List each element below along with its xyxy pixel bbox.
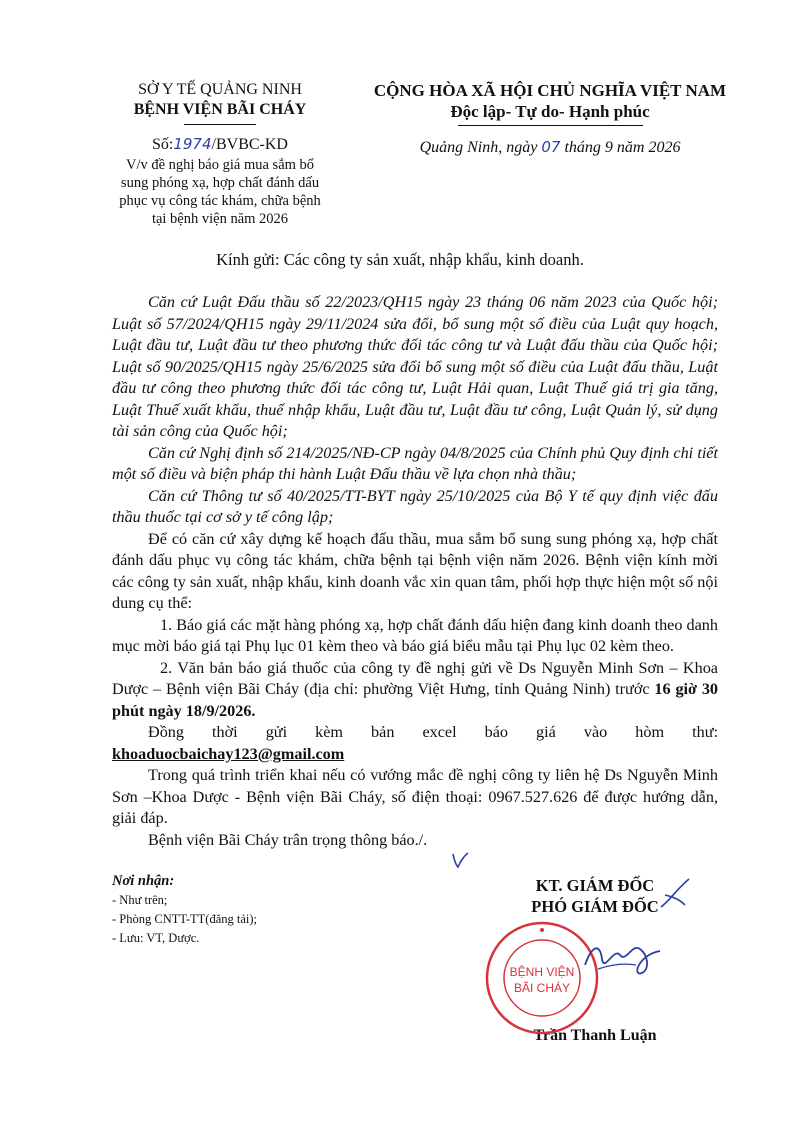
department-name: SỞ Y TẾ QUẢNG NINH [138, 81, 302, 98]
contact-paragraph: Trong quá trình triển khai nếu có vướng mắc đề nghị công ty liên hệ Ds Nguyễn Minh Sơn –Khoa Dược - Bệnh viện Bãi Cháy, số điện thoại: 0967.527.626 để được hướng dẫn, giải đáp. [112, 766, 718, 827]
request-item-1: 1. Báo giá các mặt hàng phóng xạ, hợp chất đánh dấu hiện đang kinh doanh theo danh mục mời báo giá tại Phụ lục 01 kèm theo và báo giá biểu mẫu tại Phụ lục 02 kèm theo. [112, 615, 718, 655]
legal-basis-1: Căn cứ Luật Đấu thầu số 22/2023/QH15 ngày 23 tháng 06 năm 2023 của Quốc hội; Luật số 57/2024/QH15 ngày 29/11/2024 sửa đổi, bổ sung một số điều của Luật quy hoạch, Luật đầu tư, Luật đầu tư theo phương thức đối tác công tư và Luật đấu thầu của Quốc hội; Luật số 90/2025/QH15 ngày 25/6/2025 sửa đổi bổ sung một số điều của Luật đấu thầu, Luật đầu tư công theo phương thức đối tác công tư, Luật Hải quan, Luật Thuế giá trị gia tăng, Luật Thuế xuất khẩu, thuế nhập khẩu, Luật đầu tư, Luật đầu tư công, Luật Quản lý, sử dụng tài sản công của Quốc hội; [112, 293, 718, 440]
recipient-line: Kính gửi: Các công ty sản xuất, nhập khẩu, kinh doanh. [216, 250, 584, 269]
letter-body [112, 292, 718, 851]
recipient-item: - Như trên; [112, 893, 168, 907]
national-motto: Độc lập- Tự do- Hạnh phúc [450, 102, 650, 121]
hospital-name: BỆNH VIỆN BÃI CHÁY [133, 101, 307, 118]
recipients-list [112, 872, 372, 948]
header-divider [184, 124, 256, 125]
sender-header [105, 80, 335, 228]
email-link[interactable]: khoaduocbaichay123@gmail.com [112, 744, 345, 763]
recipient-item: - Phòng CNTT-TT(đăng tải); [112, 912, 258, 926]
country-name: CỘNG HÒA XÃ HỘI CHỦ NGHĨA VIỆT NAM [373, 81, 727, 100]
stamp-text-line2: BÃI CHÁY [513, 981, 571, 995]
handwritten-signature-icon [580, 925, 670, 985]
excel-instruction: Đồng thời gửi kèm bản excel báo giá vào hòm thư: [148, 723, 718, 741]
document-subject: V/v đề nghị báo giá mua sắm bổ sung phóng xạ, hợp chất đánh dấu phục vụ công tác khám, chữa bệnh tại bệnh viện năm 2026 [119, 157, 321, 227]
document-number: Số:1974/BVBC-KD [152, 135, 288, 153]
email-line [112, 744, 718, 766]
signer-name: Trần Thanh Luận [533, 1027, 657, 1044]
stamp-text-line1: BỆNH VIỆN [509, 965, 575, 979]
issue-date: Quảng Ninh, ngày 07 tháng 9 năm 2026 [419, 138, 681, 156]
deadline: 16 giờ 30 phút ngày 18/9/2026. [112, 680, 719, 720]
national-header [340, 80, 760, 159]
intro-paragraph: Để có căn cứ xây dựng kế hoạch đấu thầu, mua sắm bổ sung sung phóng xạ, hợp chất đánh dấu phục vụ công tác khám, chữa bệnh tại bệnh viện năm 2026. Bệnh viện kính mời các công ty sản xuất, nhập khẩu, kinh doanh vắc xin quan tâm, phối hợp thực hiện một số nội dung cụ thể: [112, 529, 718, 612]
motto-divider [458, 125, 643, 126]
request-item-2: 2. Văn bản báo giá thuốc của công ty đề nghị gửi về Ds Nguyễn Minh Sơn – Khoa Dược – Bệnh viện Bãi Cháy (địa chỉ: phường Việt Hưng, tỉnh Quảng Ninh) trước 16 giờ 30 phút ngày 18/9/2026. [112, 658, 719, 720]
legal-basis-2: Căn cứ Nghị định số 214/2025/NĐ-CP ngày 04/8/2025 của Chính phủ Quy định chi tiết một số điều và biện pháp thi hành Luật Đấu thầu về lựa chọn nhà thầu; [112, 443, 718, 483]
signer-role-1: KT. GIÁM ĐỐC [535, 876, 655, 895]
signer-role-2: PHÓ GIÁM ĐỐC [531, 897, 659, 916]
recipients-label: Nơi nhận: [112, 873, 175, 889]
handwritten-day: 07 [541, 138, 561, 156]
initial-signature-icon [655, 875, 695, 915]
recipient-item: - Lưu: VT, Dược. [112, 931, 200, 945]
closing-line: Bệnh viện Bãi Cháy trân trọng thông báo./. [148, 830, 428, 849]
handwritten-number: 1974 [173, 135, 212, 153]
initial-mark-icon [450, 850, 470, 870]
legal-basis-3: Căn cứ Thông tư số 40/2025/TT-BYT ngày 25/10/2025 của Bộ Y tế quy định việc đấu thầu thuốc tại cơ sở y tế công lập; [112, 486, 718, 526]
